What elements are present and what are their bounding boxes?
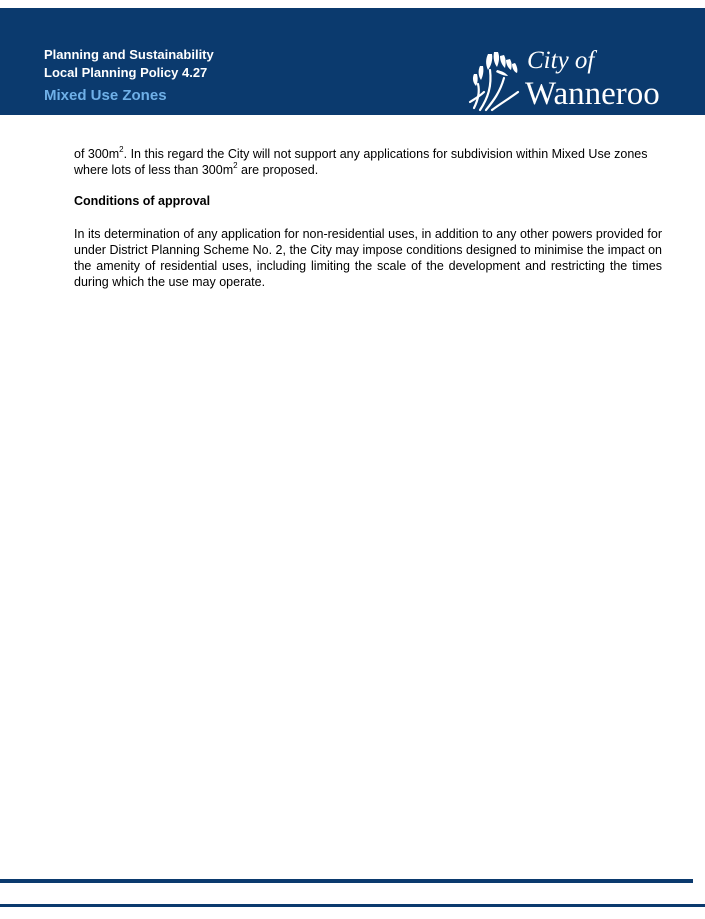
header-policy-number: Local Planning Policy 4.27	[44, 65, 208, 80]
header-policy-title: Mixed Use Zones	[44, 87, 167, 104]
logo-text-city-of: City of	[527, 47, 595, 74]
subdivision-text-part-3: are proposed.	[237, 163, 319, 177]
section-heading-conditions-of-approval: Conditions of approval	[74, 194, 211, 208]
footer-rule-upper	[0, 879, 693, 883]
subdivision-text-part-2: . In this regard the City will not support any applications for subdivision within Mixed Use zones where lots of less than 300m	[74, 147, 648, 177]
kangaroo-paw-flower-icon	[466, 48, 524, 114]
header-department: Planning and Sustainability	[44, 47, 214, 62]
subdivision-text-part-1: of 300m	[74, 147, 120, 161]
subdivision-paragraph	[74, 146, 662, 178]
conditions-paragraph: In its determination of any application for non-residential uses, in addition to any other powers provided for under District Planning Scheme No. 2, the City may impose conditions designed to minimise the impact on the amenity of residential uses, including limiting the scale of the development and restricting the times during which the use may operate.	[74, 227, 662, 289]
page-header	[0, 8, 705, 115]
superscript-squared: 2	[119, 144, 124, 154]
superscript-squared: 2	[233, 160, 238, 170]
document-body	[74, 144, 662, 289]
city-logo	[466, 48, 676, 114]
logo-text-wanneroo: Wanneroo	[525, 76, 660, 112]
footer-rule-lower	[0, 904, 705, 907]
